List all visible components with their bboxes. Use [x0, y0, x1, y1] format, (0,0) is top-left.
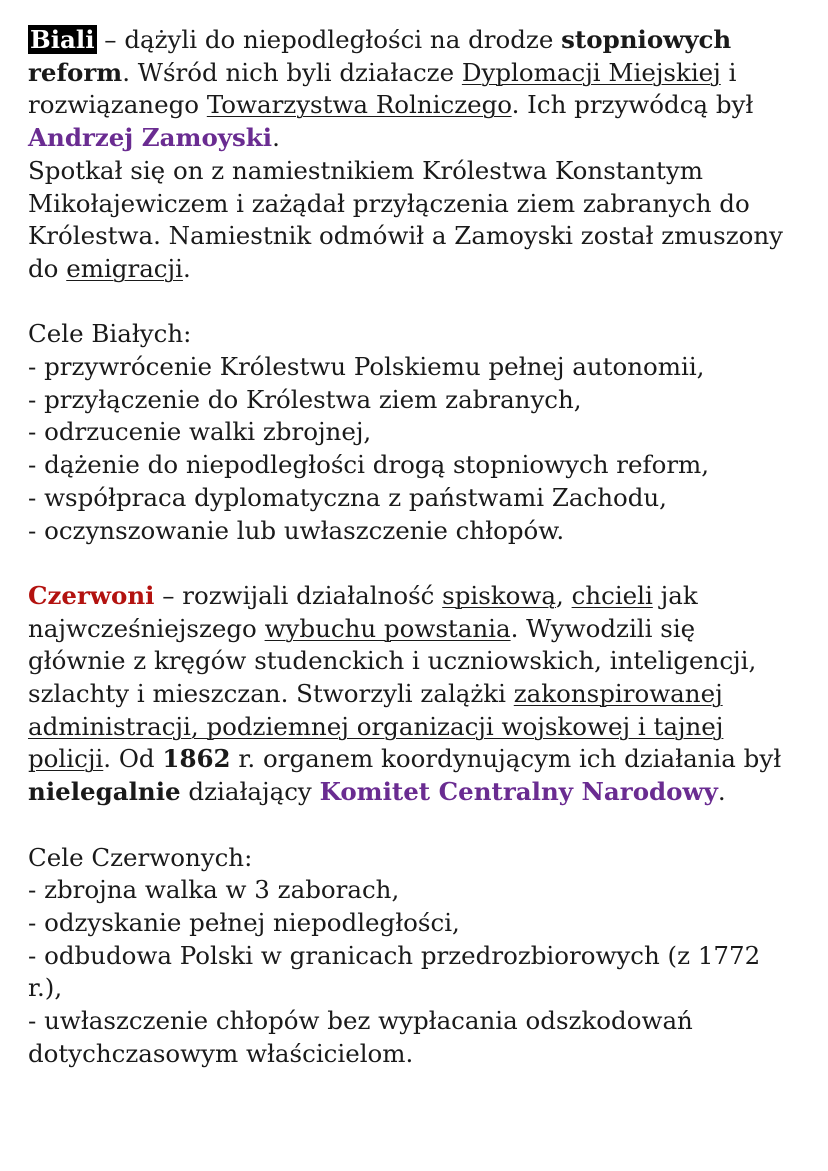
- biali-term: Biali: [30, 25, 95, 54]
- list-item: - zbrojna walka w 3 zaborach,: [28, 875, 400, 905]
- nielegalnie-bold: nielegalnie: [28, 777, 181, 807]
- spiskowa-underlined: spiskową: [442, 580, 557, 610]
- list-item: - uwłaszczenie chłopów bez wypłacania odszkodowań dotychczasowym właścicielom.: [28, 1006, 693, 1068]
- text-span: . Od: [103, 744, 163, 774]
- czerwoni-paragraph: [28, 580, 798, 809]
- text-span: . Ich przywódcą był: [511, 90, 754, 120]
- text-span: Spotkał się on z namiestnikiem Królestwa Konstantym Mikołajewiczem i zażądał przyłączenia ziem zabranych do Królestwa. Namiestnik odmówił a Zamoyski został zmuszony do: [28, 155, 783, 283]
- text-span: . Wywodzili się głównie z kręgów studenckich i uczniowskich, inteligencji, szlachty i mieszczan. Stworzyli zalążki: [28, 613, 757, 709]
- list-item: - przyłączenie do Królestwa ziem zabranych,: [28, 384, 582, 414]
- chcieli-underlined: chcieli: [571, 580, 653, 610]
- list-item: - współpraca dyplomatyczna z państwami Zachodu,: [28, 482, 667, 512]
- list-item: - odzyskanie pełnej niepodległości,: [28, 907, 460, 937]
- stopniowe-reformy-bold: stopniowych reform: [28, 25, 732, 87]
- text-span: – dążyli do niepodległości na drodze: [96, 25, 562, 54]
- list-item: - odrzucenie walki zbrojnej,: [28, 417, 372, 447]
- text-span: . Wśród nich byli działacze: [122, 57, 462, 87]
- text-span: .: [182, 253, 191, 283]
- dyplomacja-miejska-underlined: Dyplomacji Miejskiej: [461, 57, 721, 87]
- year-bold: 1862: [162, 744, 231, 774]
- list-item: - odbudowa Polski w granicach przedrozbiorowych (z 1772 r.),: [28, 940, 761, 1003]
- text-span: r. organem koordynującym ich działania był: [230, 744, 782, 774]
- spacer: [28, 547, 798, 580]
- text-span: jak najwcześniejszego: [28, 580, 698, 643]
- wybuch-powstania-underlined: wybuchu powstania: [264, 613, 511, 643]
- spacer: [28, 809, 798, 842]
- czerwoni-term: Czerwoni: [28, 580, 155, 610]
- cele-czerwonych-list: [28, 874, 798, 1070]
- text-span: .: [717, 777, 726, 807]
- list-item: - przywrócenie Królestwu Polskiemu pełnej autonomii,: [28, 352, 705, 382]
- list-item: - oczynszowanie lub uwłaszczenie chłopów.: [28, 515, 565, 545]
- list-item: - dążenie do niepodległości drogą stopniowych reform,: [28, 450, 710, 480]
- biali-paragraph: [28, 24, 798, 155]
- text-span: działający: [180, 777, 320, 807]
- emigracja-underlined: emigracji: [66, 253, 183, 283]
- text-span: i rozwiązanego: [28, 57, 737, 120]
- cele-bialych-list: [28, 351, 798, 547]
- leader-name: Andrzej Zamoyski: [28, 123, 273, 153]
- organization-name: Komitet Centralny Narodowy: [319, 777, 718, 807]
- zamoyski-paragraph: [28, 155, 798, 286]
- zakonspirowana-administracja-underlined: zakonspirowanej administracji, podziemnej organizacji wojskowej i tajnej policji: [28, 679, 724, 774]
- text-span: – rozwijali działalność: [154, 580, 443, 610]
- towarzystwo-rolnicze-underlined: Towarzystwa Rolniczego: [206, 90, 512, 120]
- text-span: ,: [556, 580, 572, 610]
- cele-czerwonych-heading: Cele Czerwonych:: [28, 842, 253, 872]
- text-span: .: [272, 123, 280, 153]
- cele-bialych-heading: Cele Białych:: [28, 319, 192, 349]
- spacer: [28, 286, 798, 319]
